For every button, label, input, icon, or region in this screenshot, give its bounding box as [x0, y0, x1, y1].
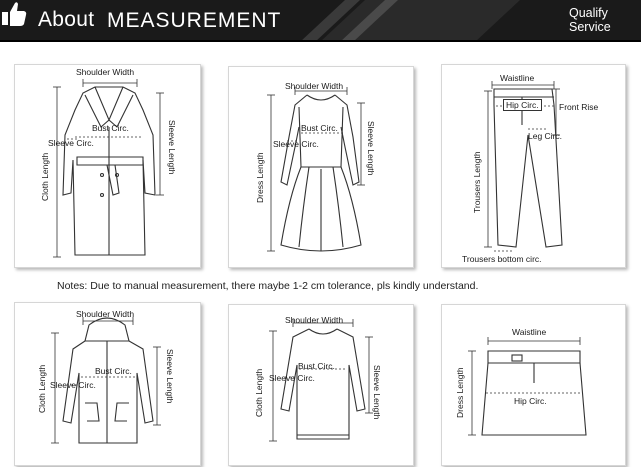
coat-sleeve-length-label: Sleeve Length	[167, 120, 177, 175]
trousers-illustration	[442, 65, 625, 267]
coat-sleeve-circ-label: Sleeve Circ.	[48, 138, 94, 148]
trousers-bottom-label: Trousers bottom circ.	[462, 254, 542, 264]
header-about: About	[38, 8, 95, 31]
header-graphics	[0, 0, 641, 42]
tee-sleeve-length-label: Sleeve Length	[372, 365, 382, 420]
panel-skirt	[441, 304, 626, 466]
badge-line-2: Service	[569, 20, 611, 34]
panel-coat	[14, 64, 201, 268]
header-title: MEASUREMENT	[107, 9, 282, 32]
dress-length-label: Dress Length	[255, 152, 265, 203]
tee-sleeve-circ-label: Sleeve Circ.	[269, 373, 315, 383]
dress-bust-label: Bust Circ.	[301, 123, 338, 133]
hoodie-shoulder-label: Shoulder Width	[76, 309, 135, 319]
badge-line-1: Qualify	[569, 6, 608, 20]
tee-cloth-length-label: Cloth Length	[254, 368, 264, 417]
coat-cloth-length-label: Cloth Length	[40, 152, 50, 201]
coat-bust-label: Bust Circ.	[92, 123, 129, 133]
panel-tee	[228, 304, 414, 466]
skirt-waistline-label: Waistline	[512, 327, 547, 337]
tee-bust-label: Bust Circ.	[298, 361, 335, 371]
header-banner	[0, 0, 641, 42]
qualify-service-badge	[569, 6, 611, 34]
trousers-front-rise-label: Front Rise	[559, 102, 599, 112]
dress-sleeve-length-label: Sleeve Length	[366, 121, 376, 176]
tee-shoulder-label: Shoulder Width	[285, 315, 344, 325]
panel-hoodie	[14, 302, 201, 466]
skirt-dress-length-label: Dress Length	[455, 367, 465, 418]
trousers-leg-label: Leg Circ.	[528, 131, 563, 141]
hoodie-bust-label: Bust Circ.	[95, 366, 132, 376]
hoodie-cloth-length-label: Cloth Length	[37, 364, 47, 413]
tolerance-note: Notes: Due to manual measurement, there maybe 1-2 cm tolerance, pls kindly understand.	[57, 280, 479, 292]
hoodie-sleeve-circ-label: Sleeve Circ.	[50, 380, 96, 390]
trousers-waistline-label: Waistline	[500, 73, 535, 83]
dress-shoulder-label: Shoulder Width	[285, 81, 344, 91]
thumbs-up-icon	[0, 0, 28, 28]
hoodie-sleeve-length-label: Sleeve Length	[165, 349, 175, 404]
trousers-hip-label: Hip Circ.	[503, 99, 542, 111]
coat-shoulder-label: Shoulder Width	[76, 67, 135, 77]
dress-sleeve-circ-label: Sleeve Circ.	[273, 139, 319, 149]
skirt-hip-label: Hip Circ.	[514, 396, 547, 406]
trousers-length-label: Trousers Length	[472, 151, 482, 213]
panel-dress	[228, 66, 414, 268]
panel-trousers	[441, 64, 626, 268]
